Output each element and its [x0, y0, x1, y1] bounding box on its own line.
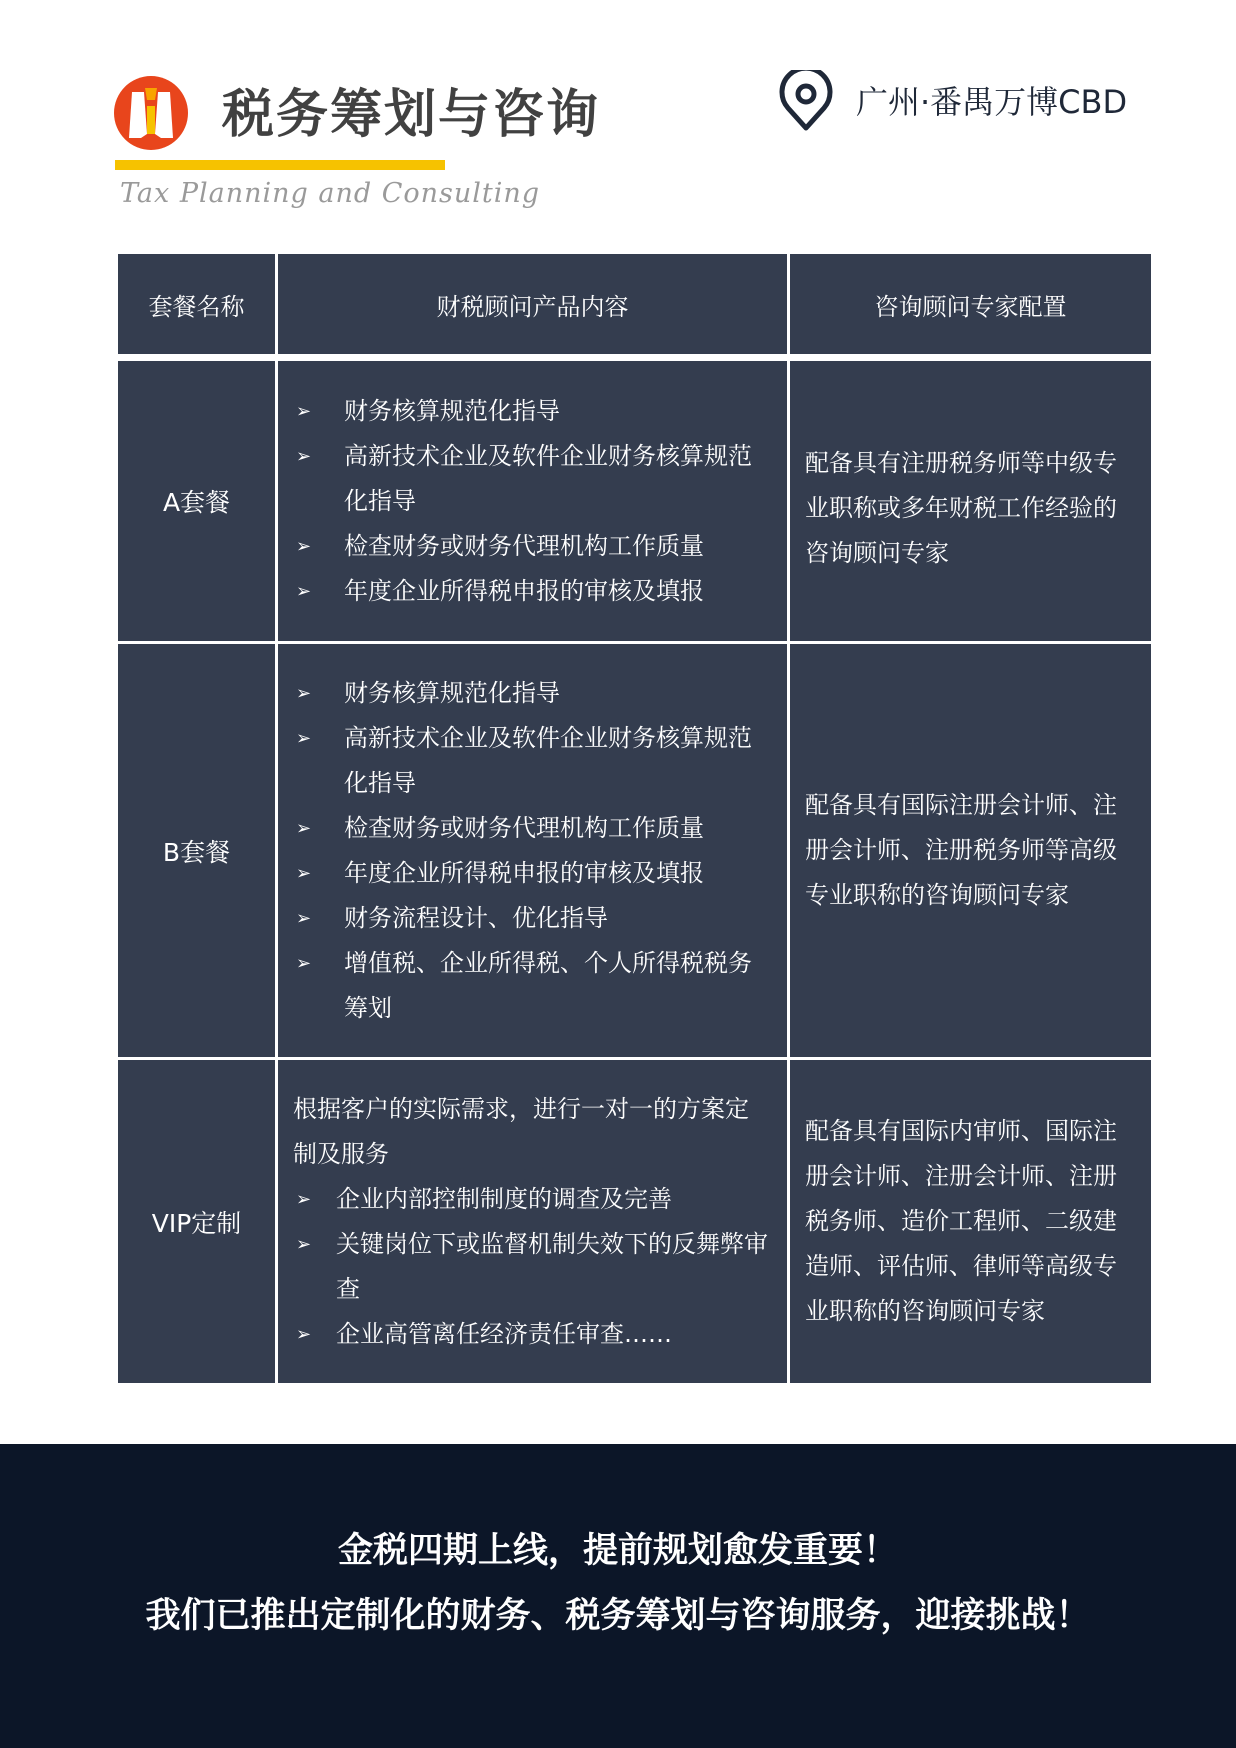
arrow-bullet-icon: ➢ [296, 1323, 312, 1345]
title-underline [115, 160, 445, 170]
building-logo-icon [112, 76, 190, 150]
product-list [278, 389, 787, 614]
header-package-name: 套餐名称 [118, 254, 275, 354]
list-item: ➢ 检查财务或财务代理机构工作质量 [290, 524, 771, 569]
expert-config-cell [790, 644, 1151, 1057]
list-item: ➢ 年度企业所得税申报的审核及填报 [290, 569, 771, 614]
product-content-cell [278, 361, 787, 641]
arrow-bullet-icon: ➢ [296, 907, 312, 929]
package-name: A套餐 [118, 361, 275, 641]
header-product-content: 财税顾问产品内容 [278, 254, 787, 354]
list-item: ➢ 高新技术企业及软件企业财务核算规范化指导 [290, 716, 771, 806]
product-content-cell [278, 1060, 787, 1383]
page-subtitle: Tax Planning and Consulting [120, 178, 541, 209]
footer-line-1: 金税四期上线，提前规划愈发重要！ [337, 1531, 898, 1571]
expert-text: 配备具有注册税务师等中级专业职称或多年财税工作经验的咨询顾问专家 [805, 449, 1117, 567]
page-title: 税务筹划与咨询 [222, 85, 601, 145]
map-pin-icon [776, 70, 836, 132]
table-row-vip [0, 1060, 1236, 1383]
footer-line-2: 我们已推出定制化的财务、税务筹划与咨询服务，迎接挑战！ [145, 1596, 1091, 1636]
expert-config-cell [790, 1060, 1151, 1383]
package-name: VIP定制 [118, 1060, 275, 1383]
package-name: B套餐 [118, 644, 275, 1057]
arrow-bullet-icon: ➢ [296, 535, 312, 557]
list-item: ➢ 企业高管离任经济责任审查…… [290, 1312, 771, 1357]
footer-banner [0, 1444, 1236, 1748]
table-row-a [0, 361, 1236, 641]
header-expert-config: 咨询顾问专家配置 [790, 254, 1151, 354]
arrow-bullet-icon: ➢ [296, 952, 312, 974]
table-header-row [0, 254, 1236, 354]
list-item: ➢ 财务流程设计、优化指导 [290, 896, 771, 941]
list-item: ➢ 增值税、企业所得税、个人所得税税务筹划 [290, 941, 771, 1031]
product-list [278, 671, 787, 1031]
list-item: ➢ 财务核算规范化指导 [290, 389, 771, 434]
arrow-bullet-icon: ➢ [296, 727, 312, 749]
arrow-bullet-icon: ➢ [296, 1233, 312, 1255]
arrow-bullet-icon: ➢ [296, 400, 312, 422]
arrow-bullet-icon: ➢ [296, 445, 312, 467]
location-label: 广州·番禺万博CBD [856, 83, 1128, 121]
arrow-bullet-icon: ➢ [296, 1188, 312, 1210]
vip-intro-text: 根据客户的实际需求，进行一对一的方案定制及服务 [293, 1094, 749, 1168]
arrow-bullet-icon: ➢ [296, 862, 312, 884]
arrow-bullet-icon: ➢ [296, 682, 312, 704]
product-list [278, 1087, 787, 1357]
list-item: ➢ 检查财务或财务代理机构工作质量 [290, 806, 771, 851]
list-item: ➢ 高新技术企业及软件企业财务核算规范化指导 [290, 434, 771, 524]
list-item: ➢ 关键岗位下或监督机制失效下的反舞弊审查 [290, 1222, 771, 1312]
expert-config-cell [790, 361, 1151, 641]
list-item: ➢ 年度企业所得税申报的审核及填报 [290, 851, 771, 896]
list-item: ➢ 财务核算规范化指导 [290, 671, 771, 716]
product-content-cell [278, 644, 787, 1057]
list-item: ➢ 企业内部控制制度的调查及完善 [290, 1177, 771, 1222]
expert-text: 配备具有国际内审师、国际注册会计师、注册会计师、注册税务师、造价工程师、二级建造师、评估师、律师等高级专业职称的咨询顾问专家 [805, 1117, 1117, 1325]
table-row-b [0, 644, 1236, 1057]
expert-text: 配备具有国际注册会计师、注册会计师、注册税务师等高级专业职称的咨询顾问专家 [805, 791, 1117, 909]
arrow-bullet-icon: ➢ [296, 580, 312, 602]
arrow-bullet-icon: ➢ [296, 817, 312, 839]
